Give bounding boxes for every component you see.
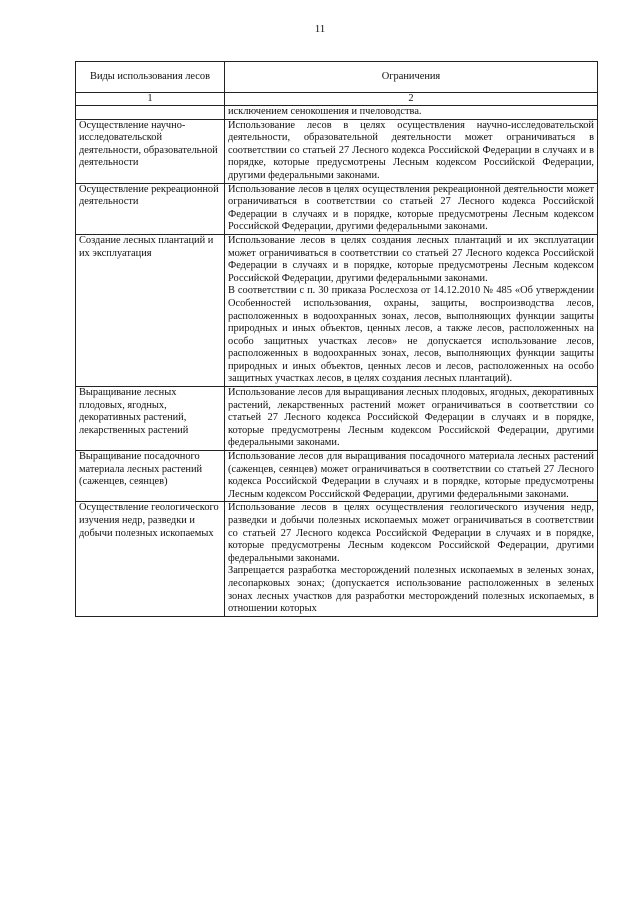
- column-number-2: 2: [225, 93, 598, 106]
- restriction-paragraph: Использование лесов для выращивания лесных плодовых, ягодных, декоративных растений, лекарственных растений может ограничиваться в соответствии со статьей 27 Лесного кодекса Российской Федерации в случаях и в порядке, которые предусмотрены Лесным кодексом Российской Федерации, другими федеральными законами.: [228, 387, 594, 449]
- forest-use-type: Осуществление рекреационной деятельности: [76, 183, 225, 234]
- restriction-paragraph: Использование лесов в целях осуществления геологического изучения недр, разведки и добычи полезных ископаемых может ограничиваться в соответствии со статьей 27 Лесного кодекса Российской Федерации в случаях и в порядке, которые предусмотрены Лесным кодексом Российской Федерации, другими федеральными законами.: [228, 502, 594, 564]
- forest-use-type: Выращивание посадочного материала лесных растений (саженцев, сеянцев): [76, 451, 225, 502]
- table-row: [76, 502, 598, 616]
- header-forest-use-type: Виды использования лесов: [76, 62, 225, 93]
- forest-use-type: Осуществление научно-исследовательской деятельности, образовательной деятельности: [76, 119, 225, 183]
- table-row: [76, 119, 598, 183]
- restriction-text: [225, 106, 598, 120]
- table-row: [76, 234, 598, 386]
- restriction-paragraph: исключением сенокошения и пчеловодства.: [228, 106, 422, 117]
- column-number-row: [76, 93, 598, 106]
- restriction-text: [225, 451, 598, 502]
- restriction-text: [225, 119, 598, 183]
- restriction-text: [225, 387, 598, 451]
- restriction-paragraph: Использование лесов для выращивания посадочного материала лесных растений (саженцев, сеянцев) может ограничиваться в соответствии со статьей 27 Лесного кодекса Российской Федерации в случаях и в порядке, которые предусмотрены Лесным кодексом Российской Федерации, другими федеральными законами.: [228, 451, 594, 500]
- forest-use-type: Осуществление геологического изучения недр, разведки и добычи полезных ископаемых: [76, 502, 225, 616]
- header-row: [76, 62, 598, 93]
- header-restrictions: Ограничения: [225, 62, 598, 93]
- forest-use-type: [76, 106, 225, 120]
- table-row: [76, 183, 598, 234]
- restriction-paragraph: Использование лесов в целях осуществления рекреационной деятельности может ограничиваться в соответствии со статьей 27 Лесного кодекса Российской Федерации в случаях и в порядке, которые предусмотрены Лесным кодексом Российской Федерации, другими федеральными законами.: [228, 183, 594, 233]
- restriction-paragraph: Запрещается разработка месторождений полезных ископаемых в зеленых зонах, лесопарковых зонах; (допускается использование расположенных в зеленых зонах лесных участков для разработки месторождений полезных ископаемых, в отношении которых: [228, 565, 594, 615]
- restriction-text: [225, 183, 598, 234]
- forest-use-type: Выращивание лесных плодовых, ягодных, декоративных растений, лекарственных растений: [76, 387, 225, 451]
- forest-use-restrictions-table: [75, 61, 598, 617]
- restriction-paragraph: Использование лесов в целях осуществления научно-исследовательской деятельности, образовательной деятельности может ограничиваться в соответствии со статьей 27 Лесного кодекса Российской Федерации в случаях и в порядке, которые предусмотрены Лесным кодексом Российской Федерации, другими федеральными законами.: [228, 119, 594, 181]
- restriction-text: [225, 502, 598, 616]
- page-number: 11: [314, 23, 326, 35]
- restriction-paragraph: Использование лесов в целях создания лесных плантаций и их эксплуатации может ограничиваться в соответствии со статьей 27 Лесного кодекса Российской Федерации в случаях и в порядке, которые предусмотрены Лесным кодексом Российской Федерации, другими федеральными законами.: [228, 234, 594, 284]
- restriction-paragraph: В соответствии с п. 30 приказа Рослесхоза от 14.12.2010 № 485 «Об утверждении Особенностей использования, охраны, защиты, воспроизводства лесов, расположенных в водоохранных зонах, лесов, выполняющих функции защиты природных и иных объектов, ценных лесов, а также лесов, расположенных на особо защитных участках лесов» не допускается использование лесов, расположенных в водоохранных зонах, лесов, выполняющих функции защиты природных и иных объектов, ценных лесов и лесов, расположенных на особо защитных участках лесов, в целях создания лесных плантаций).: [228, 285, 594, 385]
- table-row: [76, 106, 598, 120]
- column-number-1: 1: [76, 93, 225, 106]
- restriction-text: [225, 234, 598, 386]
- table-row: [76, 451, 598, 502]
- table-row: [76, 387, 598, 451]
- forest-use-type: Создание лесных плантаций и их эксплуатация: [76, 234, 225, 386]
